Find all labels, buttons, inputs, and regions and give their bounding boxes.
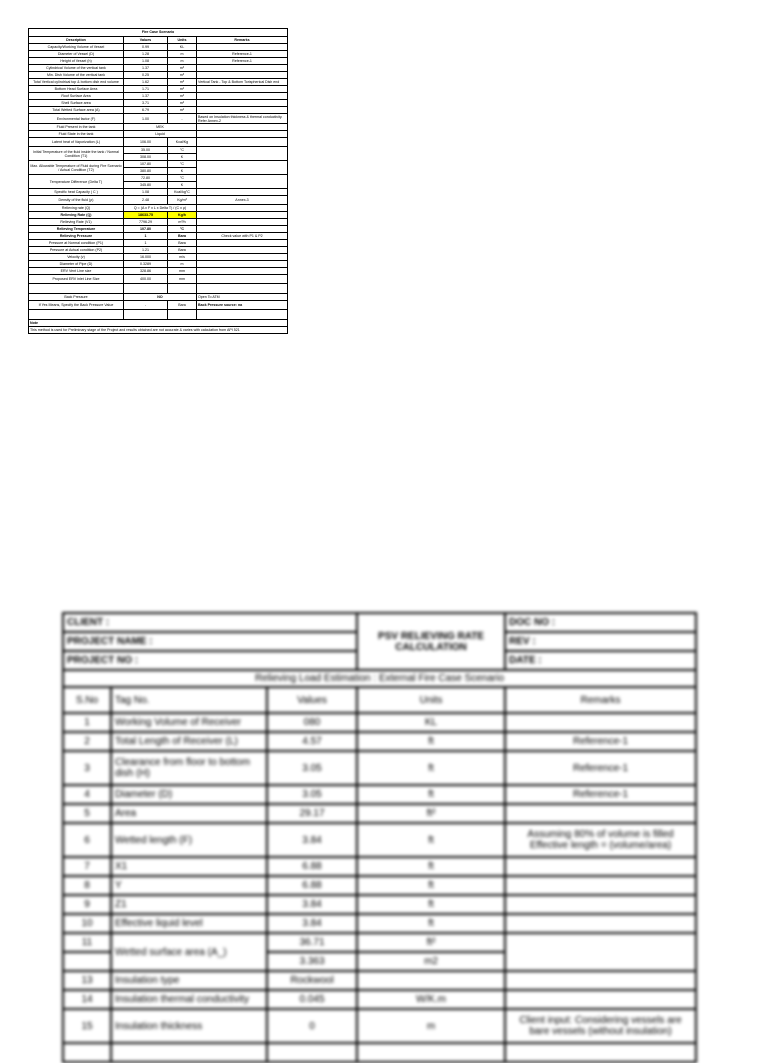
- row-remarks: [505, 876, 696, 895]
- row-remarks: Back Pressure source: na: [197, 301, 288, 310]
- row-units: ft²: [357, 933, 505, 952]
- blank-cell: [124, 310, 168, 320]
- row-remarks: [197, 205, 288, 212]
- table-row: [29, 268, 288, 275]
- row-tag: Insulation type: [111, 971, 267, 990]
- row-value-alt: 380.80: [124, 168, 168, 175]
- row-tag: X1: [111, 857, 267, 876]
- row-remarks: [197, 100, 288, 107]
- table-row: [63, 1009, 696, 1043]
- blank-cell: [197, 310, 288, 320]
- row-description: Pressure at Normal condition (P1): [29, 240, 124, 247]
- row-units: mm: [168, 275, 197, 284]
- table-title-row: [29, 29, 288, 37]
- blank-cell: [29, 284, 124, 294]
- row-description: Total Wetted Surface area (A): [29, 107, 124, 114]
- row-remarks: [197, 86, 288, 93]
- row-remarks: [197, 175, 288, 189]
- row-value: 16.000: [124, 254, 168, 261]
- table-row: [63, 876, 696, 895]
- table-row: [29, 86, 288, 93]
- table-row: [29, 196, 288, 205]
- note-label-row: [29, 320, 288, 327]
- row-units: m³: [168, 79, 197, 86]
- row-value: 6.88: [267, 876, 357, 895]
- table-row: [29, 247, 288, 254]
- row-value: Q = (A x F x L x Delta T) / (C x ρ): [124, 205, 197, 212]
- row-value: 0.99: [124, 44, 168, 51]
- row-remarks: [505, 933, 696, 971]
- row-remarks: Assuming 80% of volume is filled Effective length = (volume/area): [505, 823, 696, 857]
- row-value: 1: [124, 233, 168, 240]
- row-value: 6.88: [267, 857, 357, 876]
- row-tag: Wetted surface area (A_): [111, 933, 267, 971]
- row-description: Cylindrical Volume of the vertical tank: [29, 65, 124, 72]
- psv-header-remarks: Remarks: [505, 687, 696, 713]
- row-sno: 15: [63, 1009, 111, 1043]
- row-units: ft²: [357, 804, 505, 823]
- psv-column-header-row: [63, 687, 696, 713]
- blank-cell: [505, 1043, 696, 1062]
- row-tag: Working Volume of Receiver: [111, 713, 267, 732]
- blank-cell: [267, 1043, 357, 1062]
- row-description: Density of the fluid (ρ): [29, 196, 124, 205]
- row-units: m²: [168, 93, 197, 100]
- row-remarks: Open To ATM: [197, 294, 288, 301]
- row-value: 29.17: [267, 804, 357, 823]
- row-value-alt: 345.80: [124, 182, 168, 189]
- row-units: m³: [168, 72, 197, 79]
- row-remarks: [505, 914, 696, 933]
- project-name-label: PROJECT NAME :: [63, 632, 357, 651]
- blank-cell: [197, 284, 288, 294]
- header-units: Units: [168, 37, 197, 44]
- row-value: 6.79: [124, 107, 168, 114]
- row-description: Specific heat Capacity ( C ): [29, 189, 124, 196]
- row-value: Rockwool: [267, 971, 357, 990]
- table-header-row: [29, 37, 288, 44]
- row-value: 1.28: [124, 51, 168, 58]
- row-value: 36.71: [267, 933, 357, 952]
- row-value: -: [124, 301, 168, 310]
- psv-header-values: Values: [267, 687, 357, 713]
- table-row: [29, 275, 288, 284]
- row-tag: Area: [111, 804, 267, 823]
- blank-cell: [357, 1043, 505, 1062]
- row-remarks: [505, 971, 696, 990]
- row-units: ft: [357, 914, 505, 933]
- row-description: Total Vertical cylindrical top & bottom dish end volume: [29, 79, 124, 86]
- row-description: Back Pressure: [29, 294, 124, 301]
- table-row: [29, 65, 288, 72]
- table-row: [63, 1043, 696, 1062]
- row-sno: 10: [63, 914, 111, 933]
- row-remarks: Reference-1: [197, 58, 288, 65]
- row-remarks: Check value with P1 & P2: [197, 233, 288, 240]
- row-tag: Total Length of Receiver (L): [111, 732, 267, 751]
- row-remarks: Annex-3: [197, 196, 288, 205]
- table-row: [63, 933, 696, 952]
- row-value: 3.05: [267, 785, 357, 804]
- row-sno: 11: [63, 933, 111, 952]
- row-units: Kcal/kg°C: [168, 189, 197, 196]
- row-units: ft: [357, 857, 505, 876]
- row-units: m: [168, 51, 197, 58]
- row-value: 1.21: [124, 247, 168, 254]
- row-remarks: [197, 138, 288, 147]
- table-row: [29, 93, 288, 100]
- row-value: 3.71: [124, 100, 168, 107]
- row-remarks: Reference-1: [505, 785, 696, 804]
- row-remarks: [505, 895, 696, 914]
- row-sno: 7: [63, 857, 111, 876]
- table-row: [63, 990, 696, 1009]
- project-no-label: PROJECT NO :: [63, 651, 357, 670]
- row-remarks: [197, 131, 288, 138]
- table-row: [63, 804, 696, 823]
- row-description: Diameter of Pipe (D): [29, 261, 124, 268]
- row-value: 1.37: [124, 93, 168, 100]
- row-description: Latent heat of Vaporization (L): [29, 138, 124, 147]
- row-description: ERV Vent Line size: [29, 268, 124, 275]
- row-description: Velocity (v): [29, 254, 124, 261]
- row-tag: Y: [111, 876, 267, 895]
- row-description: Relieving rate (Q): [29, 205, 124, 212]
- row-value: 35.00: [124, 147, 168, 154]
- row-remarks: Vertical Tank - Top & Bottom Torispherical Dish end: [197, 79, 288, 86]
- row-units-alt: K: [168, 182, 197, 189]
- row-remarks: [197, 107, 288, 114]
- table-row: [63, 857, 696, 876]
- table-row: [63, 751, 696, 785]
- psv-header-units: Units: [357, 687, 505, 713]
- row-value: 3.84: [267, 823, 357, 857]
- row-value: NO: [124, 294, 197, 301]
- row-sno: 1: [63, 713, 111, 732]
- fire-case-table: [28, 28, 288, 334]
- rev-label: REV :: [505, 632, 696, 651]
- table-row: [29, 51, 288, 58]
- row-units: m: [168, 58, 197, 65]
- row-units: Kcal/Kg: [168, 138, 197, 147]
- row-units: m: [168, 261, 197, 268]
- table-row: [29, 212, 288, 219]
- row-units: Kg/h: [168, 212, 197, 219]
- psv-header-sno: S.No: [63, 687, 111, 713]
- table-title: Fire Case Scenario: [29, 29, 288, 37]
- blank-cell: [111, 1043, 267, 1062]
- psv-subtitle: Relieving Load Estimation : External Fire Case Scenario: [63, 670, 696, 687]
- row-description: Fluid State in the tank: [29, 131, 124, 138]
- row-units: °C: [168, 161, 197, 168]
- row-value: 3.84: [267, 914, 357, 933]
- row-remarks: [197, 219, 288, 226]
- row-remarks: [197, 65, 288, 72]
- blank-row: [29, 310, 288, 320]
- row-remarks: [505, 857, 696, 876]
- row-description: Pressure at Actual condition (P2): [29, 247, 124, 254]
- row-remarks: Reference-1: [505, 751, 696, 785]
- row-value: 4.57: [267, 732, 357, 751]
- row-tag: Clearance from floor to bottom dish (H): [111, 751, 267, 785]
- row-units: ft: [357, 751, 505, 785]
- table-row: [29, 261, 288, 268]
- row-units-alt: m2: [357, 952, 505, 971]
- row-remarks: [197, 189, 288, 196]
- row-remarks: Based on Insulation thickness & thermal conductivity. Refer Annex-2: [197, 114, 288, 124]
- row-value: MEK: [124, 124, 197, 131]
- row-value: 1: [124, 240, 168, 247]
- date-label: DATE :: [505, 651, 696, 670]
- row-tag: Effective liquid level: [111, 914, 267, 933]
- client-label: CLIENT :: [63, 613, 357, 632]
- row-units: m³/h: [168, 219, 197, 226]
- table-row: [29, 219, 288, 226]
- row-units: m/s: [168, 254, 197, 261]
- row-value: 107.80: [124, 161, 168, 168]
- row-units: [357, 971, 505, 990]
- row-sno: 14: [63, 990, 111, 1009]
- note-text: This method is used for Preliminary stage of the Project and results obtained are not accurate & varies with calculation from API 521: [29, 327, 288, 334]
- row-value: 107.80: [124, 226, 168, 233]
- psv-header-tag: Tag No.: [111, 687, 267, 713]
- row-value: 1.00: [124, 114, 168, 124]
- blank-cell: [63, 1043, 111, 1062]
- row-sno: 9: [63, 895, 111, 914]
- table-row: [63, 914, 696, 933]
- row-units: Bara: [168, 301, 197, 310]
- row-units: Bara: [168, 233, 197, 240]
- table-row: [29, 79, 288, 86]
- row-value: 1.71: [124, 86, 168, 93]
- row-units: m: [357, 1009, 505, 1043]
- table-row: [29, 44, 288, 51]
- row-remarks: Client input: Considering vessels are bare vessels (without insulation): [505, 1009, 696, 1043]
- header-remarks: Remarks: [197, 37, 288, 44]
- row-units: KL: [168, 44, 197, 51]
- row-units: ft: [357, 732, 505, 751]
- row-units: °C: [168, 226, 197, 233]
- table-row: [29, 175, 288, 182]
- fire-case-table-body: [29, 29, 288, 334]
- row-remarks: [505, 804, 696, 823]
- table-row: [29, 114, 288, 124]
- row-description: Proposed ERV inlet Line Size: [29, 275, 124, 284]
- row-description: Bottom Head Surface Area: [29, 86, 124, 93]
- table-row: [29, 107, 288, 114]
- row-description: Roof Surface Area: [29, 93, 124, 100]
- row-description: Capacity/Working Volume of Vessel: [29, 44, 124, 51]
- row-sno: 2: [63, 732, 111, 751]
- row-description: Relieving Pressure: [29, 233, 124, 240]
- table-row: [29, 72, 288, 79]
- row-remarks: Reference-1: [505, 732, 696, 751]
- blank-cell: [168, 284, 197, 294]
- row-units: -: [168, 114, 197, 124]
- row-description: Max. Allowable Temperature of Fluid during Fire Scenario / Actual Condition (T2): [29, 161, 124, 175]
- row-units: Bara: [168, 240, 197, 247]
- psv-sheet: [62, 612, 698, 1037]
- row-value: 1.08: [124, 189, 168, 196]
- row-units: KL: [357, 713, 505, 732]
- table-row: [29, 294, 288, 301]
- row-units: °C: [168, 175, 197, 182]
- row-description: Diameter of Vessel (D): [29, 51, 124, 58]
- row-description: Fluid Present in the tank: [29, 124, 124, 131]
- psv-table-body: [63, 613, 696, 1062]
- table-row: [63, 732, 696, 751]
- row-value-alt: 308.00: [124, 154, 168, 161]
- table-row: [29, 301, 288, 310]
- row-value-alt: 3.363: [267, 952, 357, 971]
- table-row: [29, 205, 288, 212]
- row-units: °C: [168, 147, 197, 154]
- blank-cell: [29, 310, 124, 320]
- row-description: Min. Dish Volume of the vertical tank: [29, 72, 124, 79]
- row-value: 106.00: [124, 138, 168, 147]
- table-row: [63, 971, 696, 990]
- psv-subtitle-row: [63, 670, 696, 687]
- row-tag: Diameter (D): [111, 785, 267, 804]
- row-value: 080: [267, 713, 357, 732]
- row-value: 3.05: [267, 751, 357, 785]
- row-units: m²: [168, 100, 197, 107]
- row-remarks: [197, 240, 288, 247]
- row-units: m²: [168, 86, 197, 93]
- row-description: Shell Surface area: [29, 100, 124, 107]
- table-row: [29, 233, 288, 240]
- row-units: ft: [357, 876, 505, 895]
- doc-no-label: DOC NO :: [505, 613, 696, 632]
- table-row: [29, 240, 288, 247]
- row-value: 0: [267, 1009, 357, 1043]
- blank-row: [29, 284, 288, 294]
- table-row: [63, 895, 696, 914]
- row-remarks: [197, 44, 288, 51]
- row-value: 400.00: [124, 275, 168, 284]
- row-tag: Z1: [111, 895, 267, 914]
- table-row: [29, 100, 288, 107]
- row-units: m²: [168, 107, 197, 114]
- row-remarks: [197, 93, 288, 100]
- row-units: m³: [168, 65, 197, 72]
- row-remarks: [197, 161, 288, 175]
- table-row: [29, 138, 288, 147]
- row-tag: Wetted length (F): [111, 823, 267, 857]
- row-remarks: [197, 275, 288, 284]
- row-value: 0.25: [124, 72, 168, 79]
- row-value: 7796.29: [124, 219, 168, 226]
- row-sno: 4: [63, 785, 111, 804]
- row-sno: 3: [63, 751, 111, 785]
- table-row: [63, 713, 696, 732]
- row-value: 1.62: [124, 79, 168, 86]
- row-sno: 5: [63, 804, 111, 823]
- row-sno: 6: [63, 823, 111, 857]
- row-units-alt: K: [168, 154, 197, 161]
- row-value: 3.84: [267, 895, 357, 914]
- calc-title: PSV RELIEVING RATE CALCULATION: [357, 613, 505, 670]
- row-sno: 13: [63, 971, 111, 990]
- table-row: [63, 785, 696, 804]
- row-remarks: [197, 254, 288, 261]
- row-remarks: [197, 268, 288, 275]
- row-description: Temperature Difference (Delta T): [29, 175, 124, 189]
- row-description: If Yes Means, Specify the Back Pressure Value: [29, 301, 124, 310]
- table-row: [29, 131, 288, 138]
- row-value: Liquid: [124, 131, 197, 138]
- row-units: ft: [357, 895, 505, 914]
- row-remarks: [197, 226, 288, 233]
- row-remarks: [197, 147, 288, 161]
- row-tag: Insulation thermal conductivity: [111, 990, 267, 1009]
- row-value: 328.86: [124, 268, 168, 275]
- row-description: Environmental factor (F): [29, 114, 124, 124]
- note-text-row: [29, 327, 288, 334]
- table-row: [29, 161, 288, 168]
- row-value: 2.48: [124, 196, 168, 205]
- row-remarks: [505, 713, 696, 732]
- row-remarks: [505, 990, 696, 1009]
- row-value: 1.37: [124, 65, 168, 72]
- row-remarks: Reference-1: [197, 51, 288, 58]
- row-tag: Insulation thickness: [111, 1009, 267, 1043]
- row-units: ft: [357, 785, 505, 804]
- table-row: [29, 147, 288, 154]
- row-remarks: [197, 72, 288, 79]
- row-sno: [63, 952, 111, 971]
- header-values: Values: [124, 37, 168, 44]
- blank-cell: [168, 310, 197, 320]
- table-row: [63, 823, 696, 857]
- row-description: Height of Vessel (h): [29, 58, 124, 65]
- row-value: 1.08: [124, 58, 168, 65]
- row-description: Relieving Rate (V1): [29, 219, 124, 226]
- blank-cell: [124, 284, 168, 294]
- row-remarks: [197, 261, 288, 268]
- table-row: [29, 124, 288, 131]
- row-units: ft: [357, 823, 505, 857]
- row-remarks: [197, 124, 288, 131]
- psv-header-row-1: [63, 613, 696, 632]
- table-row: [29, 189, 288, 196]
- row-units-alt: K: [168, 168, 197, 175]
- row-units: Kg/m³: [168, 196, 197, 205]
- row-units: mm: [168, 268, 197, 275]
- row-remarks: [197, 247, 288, 254]
- psv-table: [62, 612, 697, 1063]
- row-units: W/K.m: [357, 990, 505, 1009]
- row-value: 0.3289: [124, 261, 168, 268]
- row-value: 0.045: [267, 990, 357, 1009]
- row-value: 72.80: [124, 175, 168, 182]
- row-sno: 8: [63, 876, 111, 895]
- row-description: Relieving Temperature: [29, 226, 124, 233]
- row-description: Relieving Rate (Q): [29, 212, 124, 219]
- row-description: Initial Temperature of the fluid inside the tank / Normal Condition (T1): [29, 147, 124, 161]
- row-units: Bara: [168, 247, 197, 254]
- row-remarks: [197, 212, 288, 219]
- note-label: Note: [29, 320, 288, 327]
- row-value: 18633.75: [124, 212, 168, 219]
- table-row: [29, 226, 288, 233]
- table-row: [29, 58, 288, 65]
- header-description: Description: [29, 37, 124, 44]
- table-row: [29, 254, 288, 261]
